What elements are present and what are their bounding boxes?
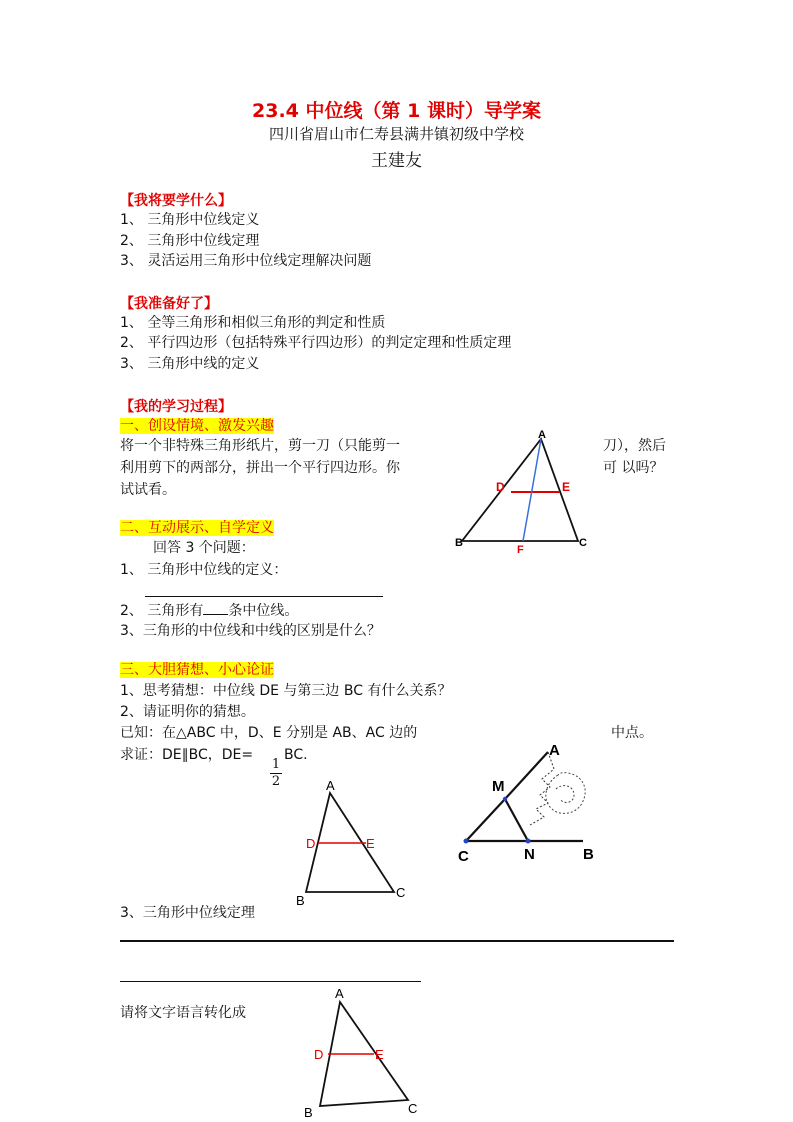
label-b-3: B [583,846,594,863]
learn-item-2: 2、 三角形中位线定理 [120,233,260,249]
prepare-item-1: 1、 全等三角形和相似三角形的判定和性质 [120,315,386,331]
part2-question-3: 3、三角形的中位线和中线的区别是什么？ [120,623,381,639]
section-heading-learn: 【我将要学什么】 [120,193,232,209]
label-c: C [579,537,587,549]
figure-torn-triangle [450,735,620,870]
q2-suffix: 条中位线。 [228,603,299,619]
part1-title [120,415,274,435]
label-d-2: D [306,836,316,851]
part3-question-1: 1、思考猜想：中位线 DE 与第三边 BC 有什么关系？ [120,683,452,699]
school-name: 四川省眉山市仁寿县满井镇初级中学校 [268,125,524,143]
answer-line-3 [120,981,421,982]
label-a-4: A [335,986,344,1001]
label-e-2: E [366,836,375,851]
fraction-one-half [268,757,284,789]
figure-cut-triangle [450,425,600,560]
part2-title [120,517,274,537]
point-n [526,839,531,844]
label-d-4: D [314,1047,324,1062]
answer-line-1 [145,596,383,597]
part3-title-text: 三、大胆猜想、小心论证 [120,662,274,678]
figure-triangle-de [290,775,420,910]
part3-theorem: 3、三角形中位线定理 [120,905,255,921]
part3-title [120,659,274,679]
label-e-4: E [375,1047,384,1062]
q2-prefix: 2、 三角形有 [120,603,204,619]
label-n-3: N [524,846,535,863]
label-m-3: M [492,778,505,795]
part1-text-right-1: 刀），然后 [603,438,666,454]
part3-prove: 求证：DE∥BC，DE= [120,747,254,763]
answer-line-2 [120,940,674,942]
fraction-denominator: 2 [271,774,281,789]
label-f: F [517,544,524,556]
part3-convert: 请将文字语言转化成 [120,1005,246,1021]
tear-edge [530,752,554,825]
triangle-abc [462,439,578,541]
label-d: D [496,480,505,494]
label-b-2: B [296,893,305,908]
part3-question-2: 2、请证明你的猜想。 [120,704,255,720]
prepare-item-3: 3、 三角形中线的定义 [120,356,260,372]
label-a: A [538,429,546,441]
label-b-4: B [304,1105,313,1120]
learn-item-3: 3、 灵活运用三角形中位线定理解决问题 [120,253,372,269]
segment-ma [505,752,548,799]
part2-intro: 回答 3 个问题： [153,540,255,556]
q2-blank[interactable] [203,600,228,615]
segment-cm [466,799,505,841]
label-c-3: C [458,848,469,865]
label-b: B [455,537,463,549]
section-heading-process: 【我的学习过程】 [120,399,232,415]
part3-prove-suffix: BC. [284,747,308,763]
page-title: 23.4 中位线（第 1 课时）导学案 [252,100,541,122]
fraction-numerator: 1 [271,757,281,772]
section-heading-prepare: 【我准备好了】 [120,296,218,312]
point-m [503,797,507,801]
part3-given: 已知：在△ABC 中，D、E 分别是 AB、AC 边的 [120,725,418,741]
part2-question-2 [120,600,298,621]
part1-title-text: 一、创设情境、激发兴趣 [120,418,274,434]
label-a-3: A [549,742,560,759]
learn-item-1: 1、 三角形中位线定义 [120,212,260,228]
point-c [464,839,469,844]
paper-scribble [546,773,585,814]
part1-text-line-3: 试试看。 [120,482,176,498]
label-c-4: C [408,1101,418,1116]
part1-text-right-2: 可 以吗？ [603,460,664,476]
prepare-item-2: 2、 平行四边形（包括特殊平行四边形）的判定定理和性质定理 [120,335,512,351]
author-name: 王建友 [371,151,422,171]
segment-mn [505,799,528,841]
part2-question-1: 1、 三角形中位线的定义： [120,562,288,578]
label-c-2: C [396,885,406,900]
part1-text-line-2: 利用剪下的两部分，拼出一个平行四边形。你 [120,460,400,476]
figure-triangle-de-final [298,985,428,1120]
part3-given-right: 中点。 [611,725,653,741]
segment-af [523,439,541,541]
label-e: E [562,480,571,494]
part2-title-text: 二、互动展示、自学定义 [120,520,274,536]
part1-text-line-1: 将一个非特殊三角形纸片，剪一刀（只能剪一 [120,438,400,454]
label-a-2: A [326,778,335,793]
